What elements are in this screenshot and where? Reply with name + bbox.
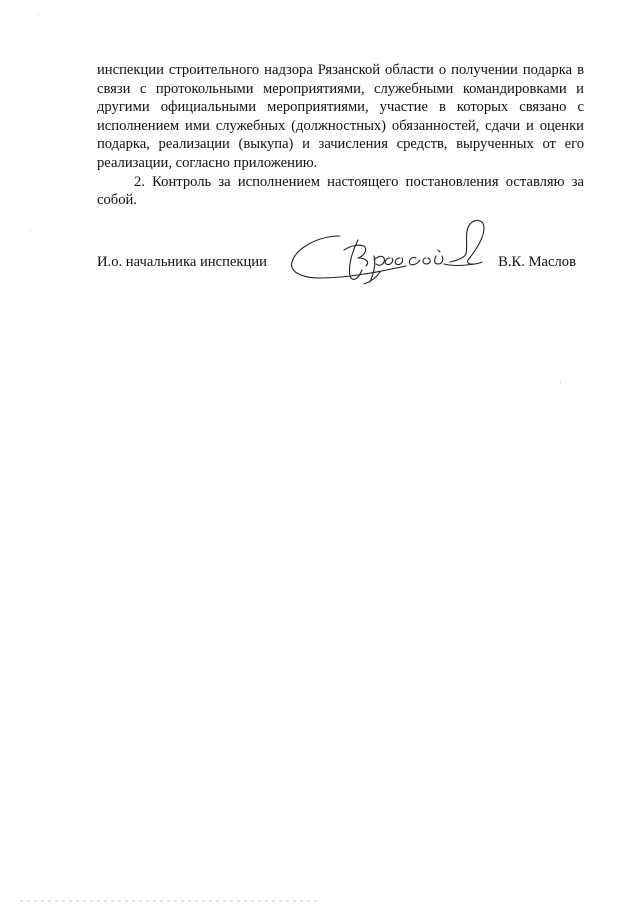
signatory-name: В.К. Маслов [498,254,576,270]
scan-speck [38,14,39,15]
signatory-title: И.о. начальника инспекции [97,254,267,270]
scan-border-line [0,900,640,902]
document-body [97,61,584,210]
paragraph-continuation: инспекции строительного надзора Рязанской области о получении подарка в связи с протокольными мероприятиями, служебными командировками и другими официальными мероприятиями, участие в которых связано с исполнением ими служебных (должностных) обязанностей, сдачи и оценки подарка, реализации (выкупа) и зачисления средств, вырученных от его реализации, согласно приложению. [97,62,584,171]
handwritten-signature [288,214,498,290]
scan-speck [30,230,31,231]
paragraph-item-2: 2. Контроль за исполнением настоящего постановления оставляю за собой. [97,173,584,209]
scan-speck [560,382,561,383]
